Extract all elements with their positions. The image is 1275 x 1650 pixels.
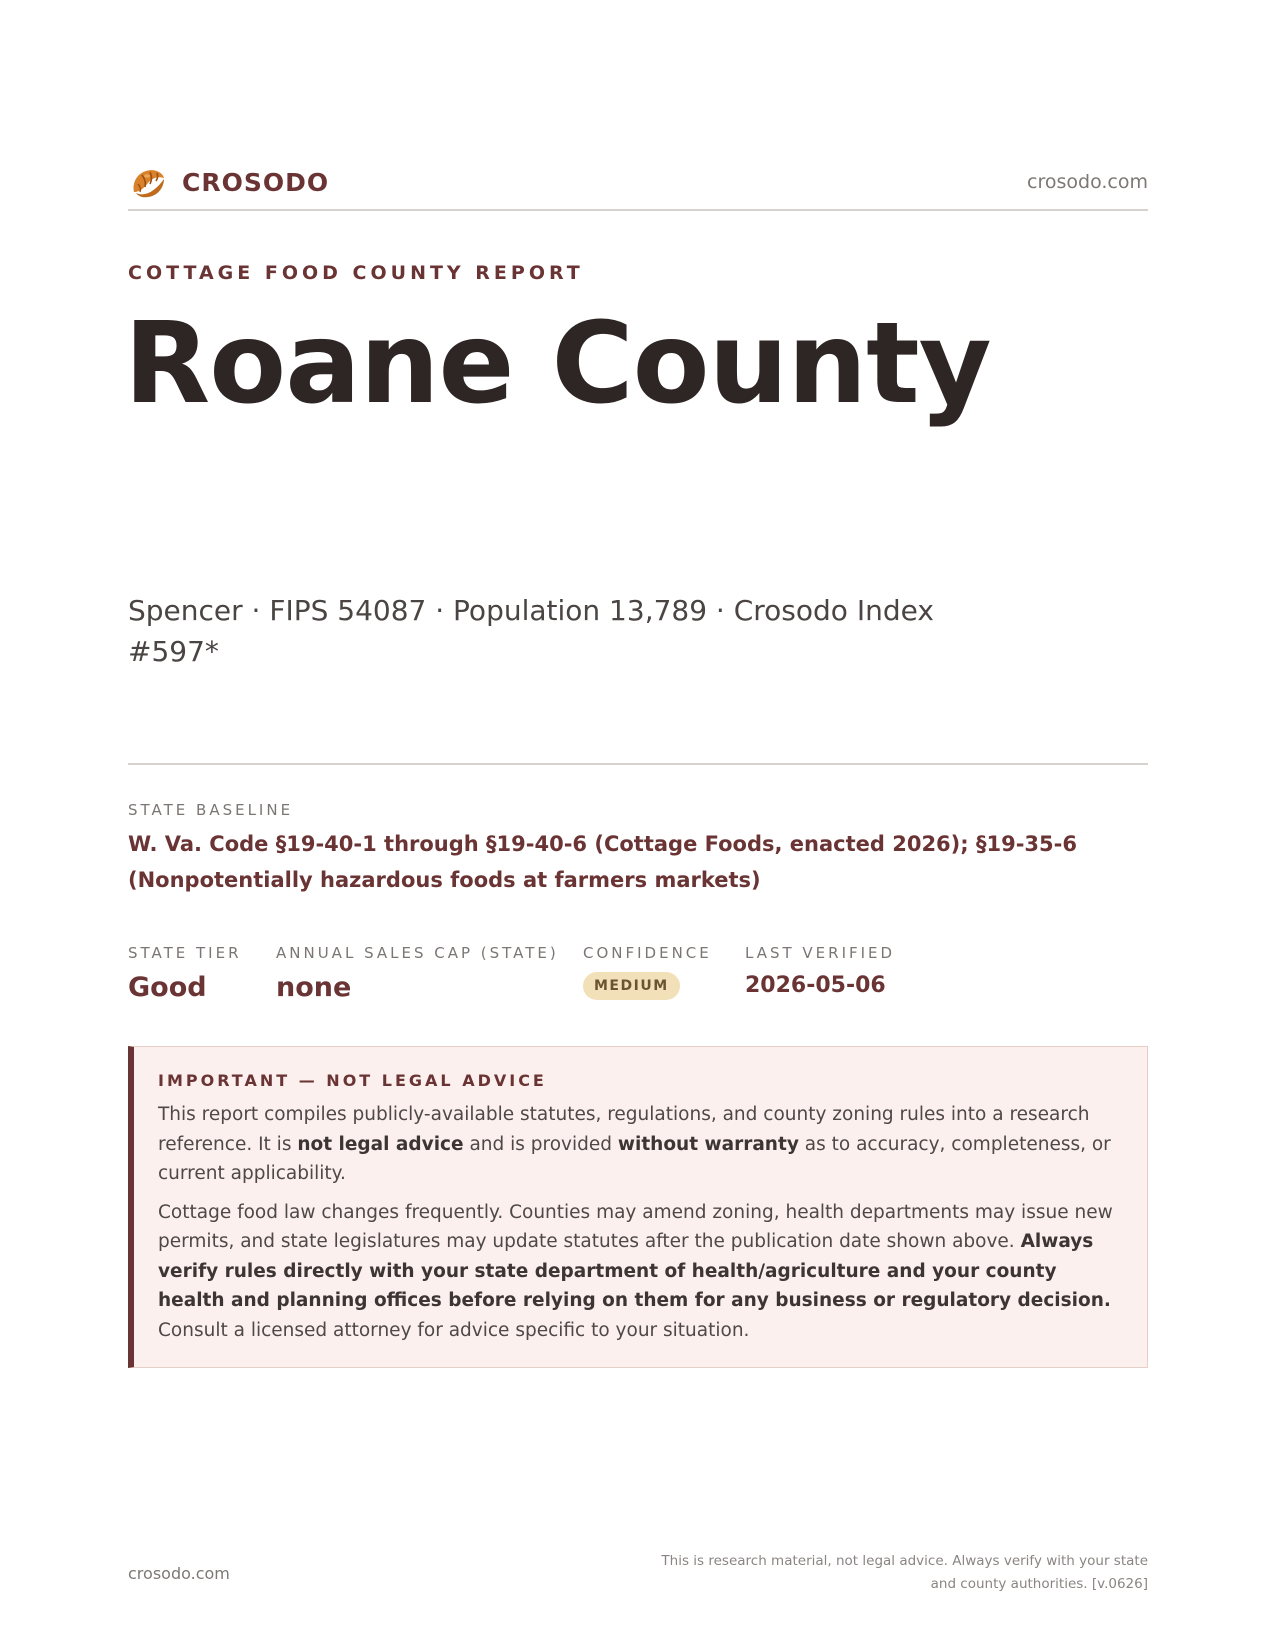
report-eyebrow: COTTAGE FOOD COUNTY REPORT <box>128 262 584 284</box>
page-title: Roane County <box>124 299 991 429</box>
last-verified-label: LAST VERIFIED <box>745 944 896 962</box>
stats-row <box>128 944 1148 1014</box>
stat-last-verified <box>745 944 895 998</box>
baseline-label: STATE BASELINE <box>128 801 294 819</box>
stat-state-tier <box>128 944 242 1003</box>
header-url[interactable]: crosodo.com <box>1027 171 1148 193</box>
notice-text: as to accuracy, completeness, or current applicability. <box>158 1133 1111 1184</box>
confidence-label: CONFIDENCE <box>583 944 712 962</box>
state-tier-label: STATE TIER <box>128 944 242 962</box>
croissant-icon <box>128 162 168 202</box>
confidence-badge: MEDIUM <box>583 972 680 1000</box>
report-page <box>124 0 1148 1650</box>
sales-cap-label: ANNUAL SALES CAP (STATE) <box>276 944 559 962</box>
notice-title: IMPORTANT — NOT LEGAL ADVICE <box>158 1071 547 1090</box>
footer-disclaimer-line-1: This is research material, not legal advice. Always verify with your state <box>661 1553 1148 1569</box>
brand <box>128 162 329 202</box>
notice-emphasis: not legal advice <box>297 1133 464 1155</box>
footer-disclaimer-line-2: and county authorities. [v.0626] <box>930 1576 1148 1592</box>
notice-text: and is provided <box>463 1133 618 1155</box>
notice-emphasis: without warranty <box>617 1133 799 1155</box>
last-verified-value: 2026-05-06 <box>745 973 886 998</box>
notice-emphasis: Always verify rules directly with your state department of health/agriculture and your county health and planning offices before relying on them for any business or regulatory decision. <box>158 1231 1111 1311</box>
baseline-statutes: W. Va. Code §19-40-1 through §19-40-6 (Cottage Foods, enacted 2026); §19-35-6 (Nonpotentially hazardous foods at farmers markets) <box>128 832 1077 892</box>
page-header <box>128 158 1148 206</box>
sales-cap-value: none <box>276 972 352 1003</box>
notice-text: Consult a licensed attorney for advice specific to your situation. <box>158 1319 750 1341</box>
stat-confidence <box>583 944 712 1000</box>
section-divider <box>128 763 1148 765</box>
notice-paragraph-2 <box>158 1198 1125 1346</box>
state-tier-value: Good <box>128 972 207 1003</box>
footer-disclaimer <box>628 1550 1148 1596</box>
legal-notice <box>128 1046 1148 1368</box>
footer-url[interactable]: crosodo.com <box>128 1564 230 1583</box>
county-summary: Spencer · FIPS 54087 · Population 13,789 · Crosodo Index #597* <box>128 594 934 668</box>
brand-name: CROSODO <box>182 167 330 197</box>
header-divider <box>128 209 1148 211</box>
notice-text: This report compiles publicly-available statutes, regulations, and county zoning rules into a research reference. It is <box>158 1104 1090 1155</box>
stat-sales-cap <box>276 944 559 1003</box>
notice-text: Cottage food law changes frequently. Counties may amend zoning, health departments may issue new permits, and state legislatures may update statutes after the publication date shown above. <box>158 1201 1113 1252</box>
notice-paragraph-1 <box>158 1100 1125 1189</box>
